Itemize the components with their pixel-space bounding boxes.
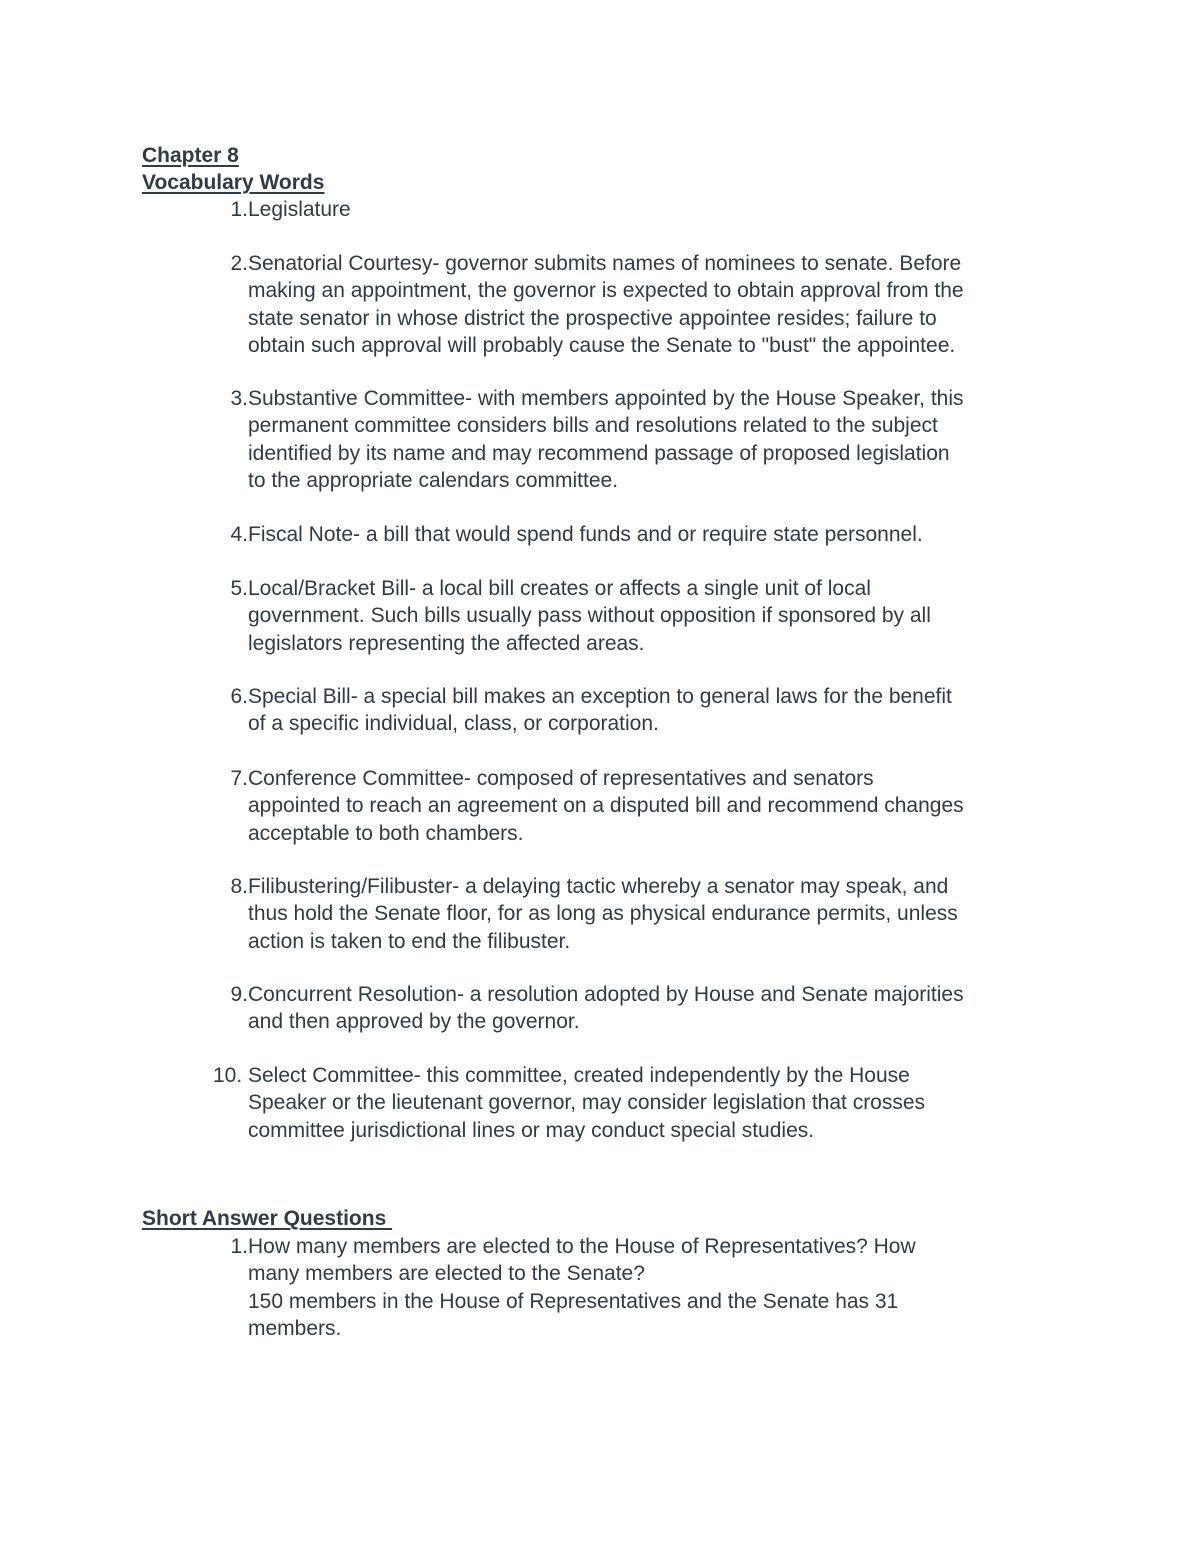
vocabulary-item-text: [248, 575, 1068, 657]
vocabulary-item-number: 7.: [230, 767, 248, 790]
vocabulary-item-line: Concurrent Resolution- a resolution adopted by House and Senate majorities: [248, 983, 964, 1006]
short-answer-item-line: How many members are elected to the House of Representatives? How: [248, 1235, 916, 1258]
vocabulary-item-text: [248, 385, 1068, 494]
vocabulary-item-number: 3.: [230, 387, 248, 410]
vocabulary-item-number: 8.: [230, 875, 248, 898]
vocabulary-item-line: of a specific individual, class, or corporation.: [248, 712, 659, 736]
vocabulary-heading: Vocabulary Words: [142, 171, 325, 194]
vocabulary-item-line: appointed to reach an agreement on a disputed bill and recommend changes: [248, 794, 964, 818]
vocabulary-item-line: Fiscal Note- a bill that would spend funds and or require state personnel.: [248, 523, 923, 546]
vocabulary-item-number: 2.: [230, 252, 248, 275]
vocabulary-item-text: [248, 873, 1068, 955]
vocabulary-item-number: 1.: [230, 198, 248, 221]
vocabulary-item-line: Senatorial Courtesy- governor submits names of nominees to senate. Before: [248, 252, 962, 275]
vocabulary-item-number: 9.: [230, 983, 248, 1006]
vocabulary-item-number: 10.: [213, 1064, 243, 1087]
vocabulary-item-text: [248, 521, 1068, 548]
vocabulary-item-line: and then approved by the governor.: [248, 1010, 580, 1034]
chapter-heading: Chapter 8: [142, 144, 239, 167]
vocabulary-item-line: permanent committee considers bills and resolutions related to the subject: [248, 414, 938, 438]
vocabulary-item-line: to the appropriate calendars committee.: [248, 468, 619, 492]
vocabulary-item-text: [248, 683, 1068, 738]
vocabulary-item-line: Speaker or the lieutenant governor, may consider legislation that crosses: [248, 1091, 926, 1115]
vocabulary-item-number: 6.: [230, 685, 248, 708]
vocabulary-item-line: Filibustering/Filibuster- a delaying tactic whereby a senator may speak, and: [248, 875, 949, 898]
vocabulary-item-text: [248, 765, 1068, 847]
vocabulary-item-line: Select Committee- this committee, created independently by the House: [248, 1064, 910, 1087]
short-answer-item-line: 150 members in the House of Representatives and the Senate has 31: [248, 1289, 899, 1313]
vocabulary-item-line: committee jurisdictional lines or may conduct special studies.: [248, 1118, 815, 1142]
vocabulary-item-line: legislators representing the affected areas.: [248, 631, 645, 655]
vocabulary-item-line: identified by its name and may recommend passage of proposed legislation: [248, 441, 950, 465]
vocabulary-item-line: Legislature: [248, 198, 351, 221]
vocabulary-item-line: government. Such bills usually pass without opposition if sponsored by all: [248, 604, 931, 628]
vocabulary-item-line: Conference Committee- composed of representatives and senators: [248, 767, 874, 790]
vocabulary-item-number: 5.: [230, 577, 248, 600]
vocabulary-item-line: state senator in whose district the prospective appointee resides; failure to: [248, 306, 937, 330]
vocabulary-item-text: [248, 196, 1068, 223]
short-answer-heading: Short Answer Questions: [142, 1207, 393, 1230]
short-answer-item-line: members.: [248, 1316, 342, 1340]
vocabulary-item-text: [248, 981, 1068, 1036]
vocabulary-item-line: Local/Bracket Bill- a local bill creates or affects a single unit of local: [248, 577, 871, 600]
short-answer-item-text: [248, 1233, 1068, 1342]
vocabulary-item-text: [248, 1062, 1068, 1144]
vocabulary-item-line: thus hold the Senate floor, for as long as physical endurance permits, unless: [248, 902, 958, 926]
vocabulary-item-number: 4.: [230, 523, 248, 546]
vocabulary-item-line: action is taken to end the filibuster.: [248, 929, 571, 953]
short-answer-item-number: 1.: [230, 1235, 248, 1258]
vocabulary-item-line: Substantive Committee- with members appointed by the House Speaker, this: [248, 387, 964, 410]
vocabulary-item-line: acceptable to both chambers.: [248, 821, 524, 845]
vocabulary-item-text: [248, 250, 1068, 359]
vocabulary-item-line: obtain such approval will probably cause the Senate to "bust" the appointee.: [248, 333, 956, 357]
vocabulary-item-line: Special Bill- a special bill makes an exception to general laws for the benefit: [248, 685, 952, 708]
vocabulary-item-line: making an appointment, the governor is expected to obtain approval from the: [248, 279, 964, 303]
short-answer-item-line: many members are elected to the Senate?: [248, 1262, 645, 1286]
